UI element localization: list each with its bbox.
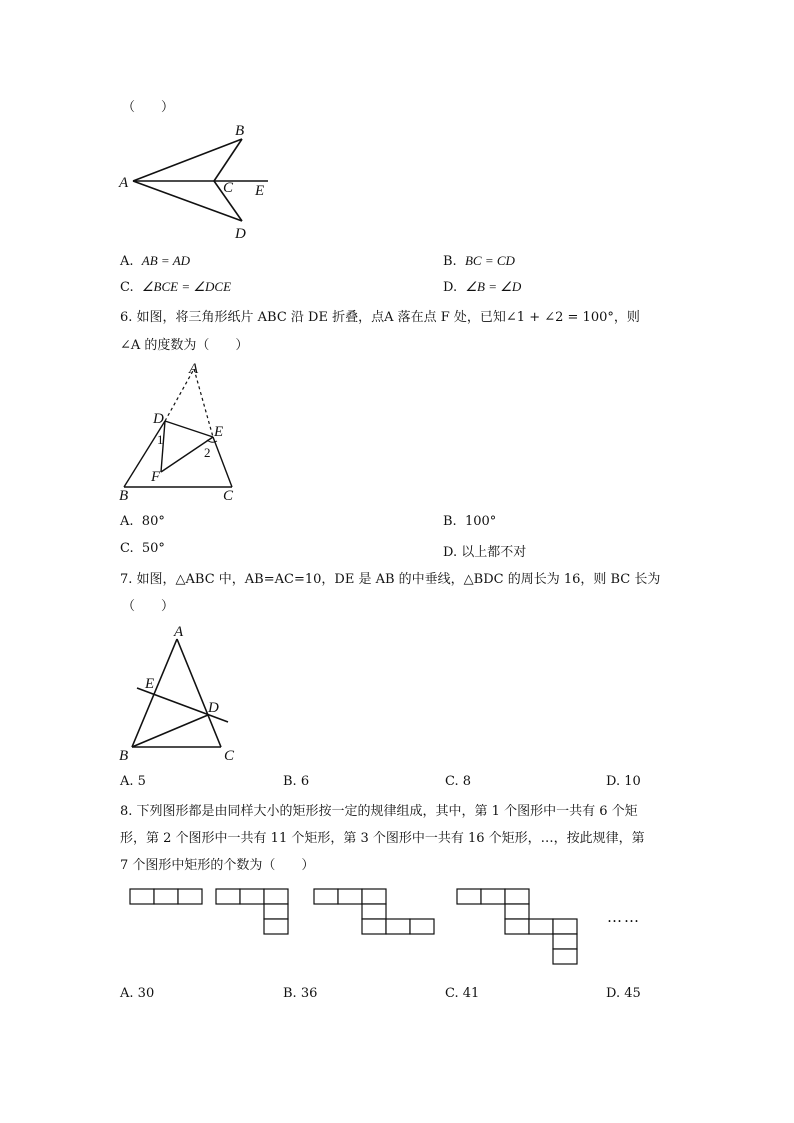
- q6-angle-2-label: 2: [204, 445, 211, 460]
- q5-option-b: B. BC = CD: [443, 253, 515, 269]
- q7-option-a: A. 5: [120, 774, 146, 789]
- q8-stem-line2: 形，第 2 个图形中一共有 11 个矩形，第 3 个图形中一共有 16 个矩形，…，按此规律，第: [120, 831, 645, 846]
- q7-label-e: E: [145, 676, 155, 692]
- q6-label-c: C: [223, 488, 234, 504]
- q5-label-b: B: [235, 123, 245, 139]
- q8-option-a: A. 30: [120, 986, 155, 1001]
- q8-pattern-1: [130, 889, 202, 904]
- q6-option-a: A. 80°: [120, 514, 165, 529]
- q6-label-a: A: [189, 361, 199, 377]
- q5-label-c: C: [223, 180, 234, 196]
- q5-option-c: C. ∠BCE = ∠DCE: [120, 279, 232, 295]
- q5-label-d: D: [235, 226, 246, 242]
- q7-option-c: C. 8: [445, 774, 472, 789]
- q8-pattern-3: [314, 889, 434, 934]
- q5-label-a: A: [119, 175, 129, 191]
- q6-label-f: F: [151, 469, 161, 485]
- q6-option-d: D. 以上都不对: [443, 545, 527, 560]
- q8-option-b: B. 36: [283, 986, 318, 1001]
- q8-stem-line3: 7 个图形中矩形的个数为（ ）: [120, 858, 315, 873]
- q5-option-a: A. AB = AD: [120, 253, 191, 269]
- q6-label-e: E: [214, 424, 224, 440]
- q8-option-c: C. 41: [445, 986, 480, 1001]
- q5-answer-bracket: （ ）: [122, 100, 175, 115]
- q7-stem-line2: （ ）: [122, 599, 175, 614]
- q7-label-a: A: [174, 624, 184, 640]
- q5-option-d: D. ∠B = ∠D: [443, 279, 522, 295]
- q6-stem-line2: ∠A 的度数为（ ）: [120, 338, 249, 353]
- q6-label-d: D: [153, 411, 164, 427]
- q6-option-c: C. 50°: [120, 541, 165, 556]
- q7-label-b: B: [119, 748, 129, 764]
- q6-stem-line1: 6. 如图，将三角形纸片 ABC 沿 DE 折叠，点A 落在点 F 处，已知∠1 + ∠2 = 100°，则: [120, 310, 640, 325]
- q7-stem-line1: 7. 如图，△ABC 中，AB=AC=10，DE 是 AB 的中垂线，△BDC 的周长为 16，则 BC 长为: [120, 572, 661, 587]
- q6-option-b: B. 100°: [443, 514, 497, 529]
- q7-label-c: C: [224, 748, 235, 764]
- q8-continuation-ellipsis: ……: [607, 908, 641, 926]
- q7-option-b: B. 6: [283, 774, 310, 789]
- q6-angle-1-label: 1: [157, 432, 164, 447]
- q8-pattern-2: [216, 889, 288, 934]
- q7-label-d: D: [208, 700, 219, 716]
- q8-pattern-4: [457, 889, 577, 964]
- q8-option-d: D. 45: [606, 986, 641, 1001]
- q7-option-d: D. 10: [606, 774, 641, 789]
- q8-stem-line1: 8. 下列图形都是由同样大小的矩形按一定的规律组成，其中，第 1 个图形中一共有 6 个矩: [120, 804, 638, 819]
- q5-label-e: E: [255, 183, 265, 199]
- q6-label-b: B: [119, 488, 129, 504]
